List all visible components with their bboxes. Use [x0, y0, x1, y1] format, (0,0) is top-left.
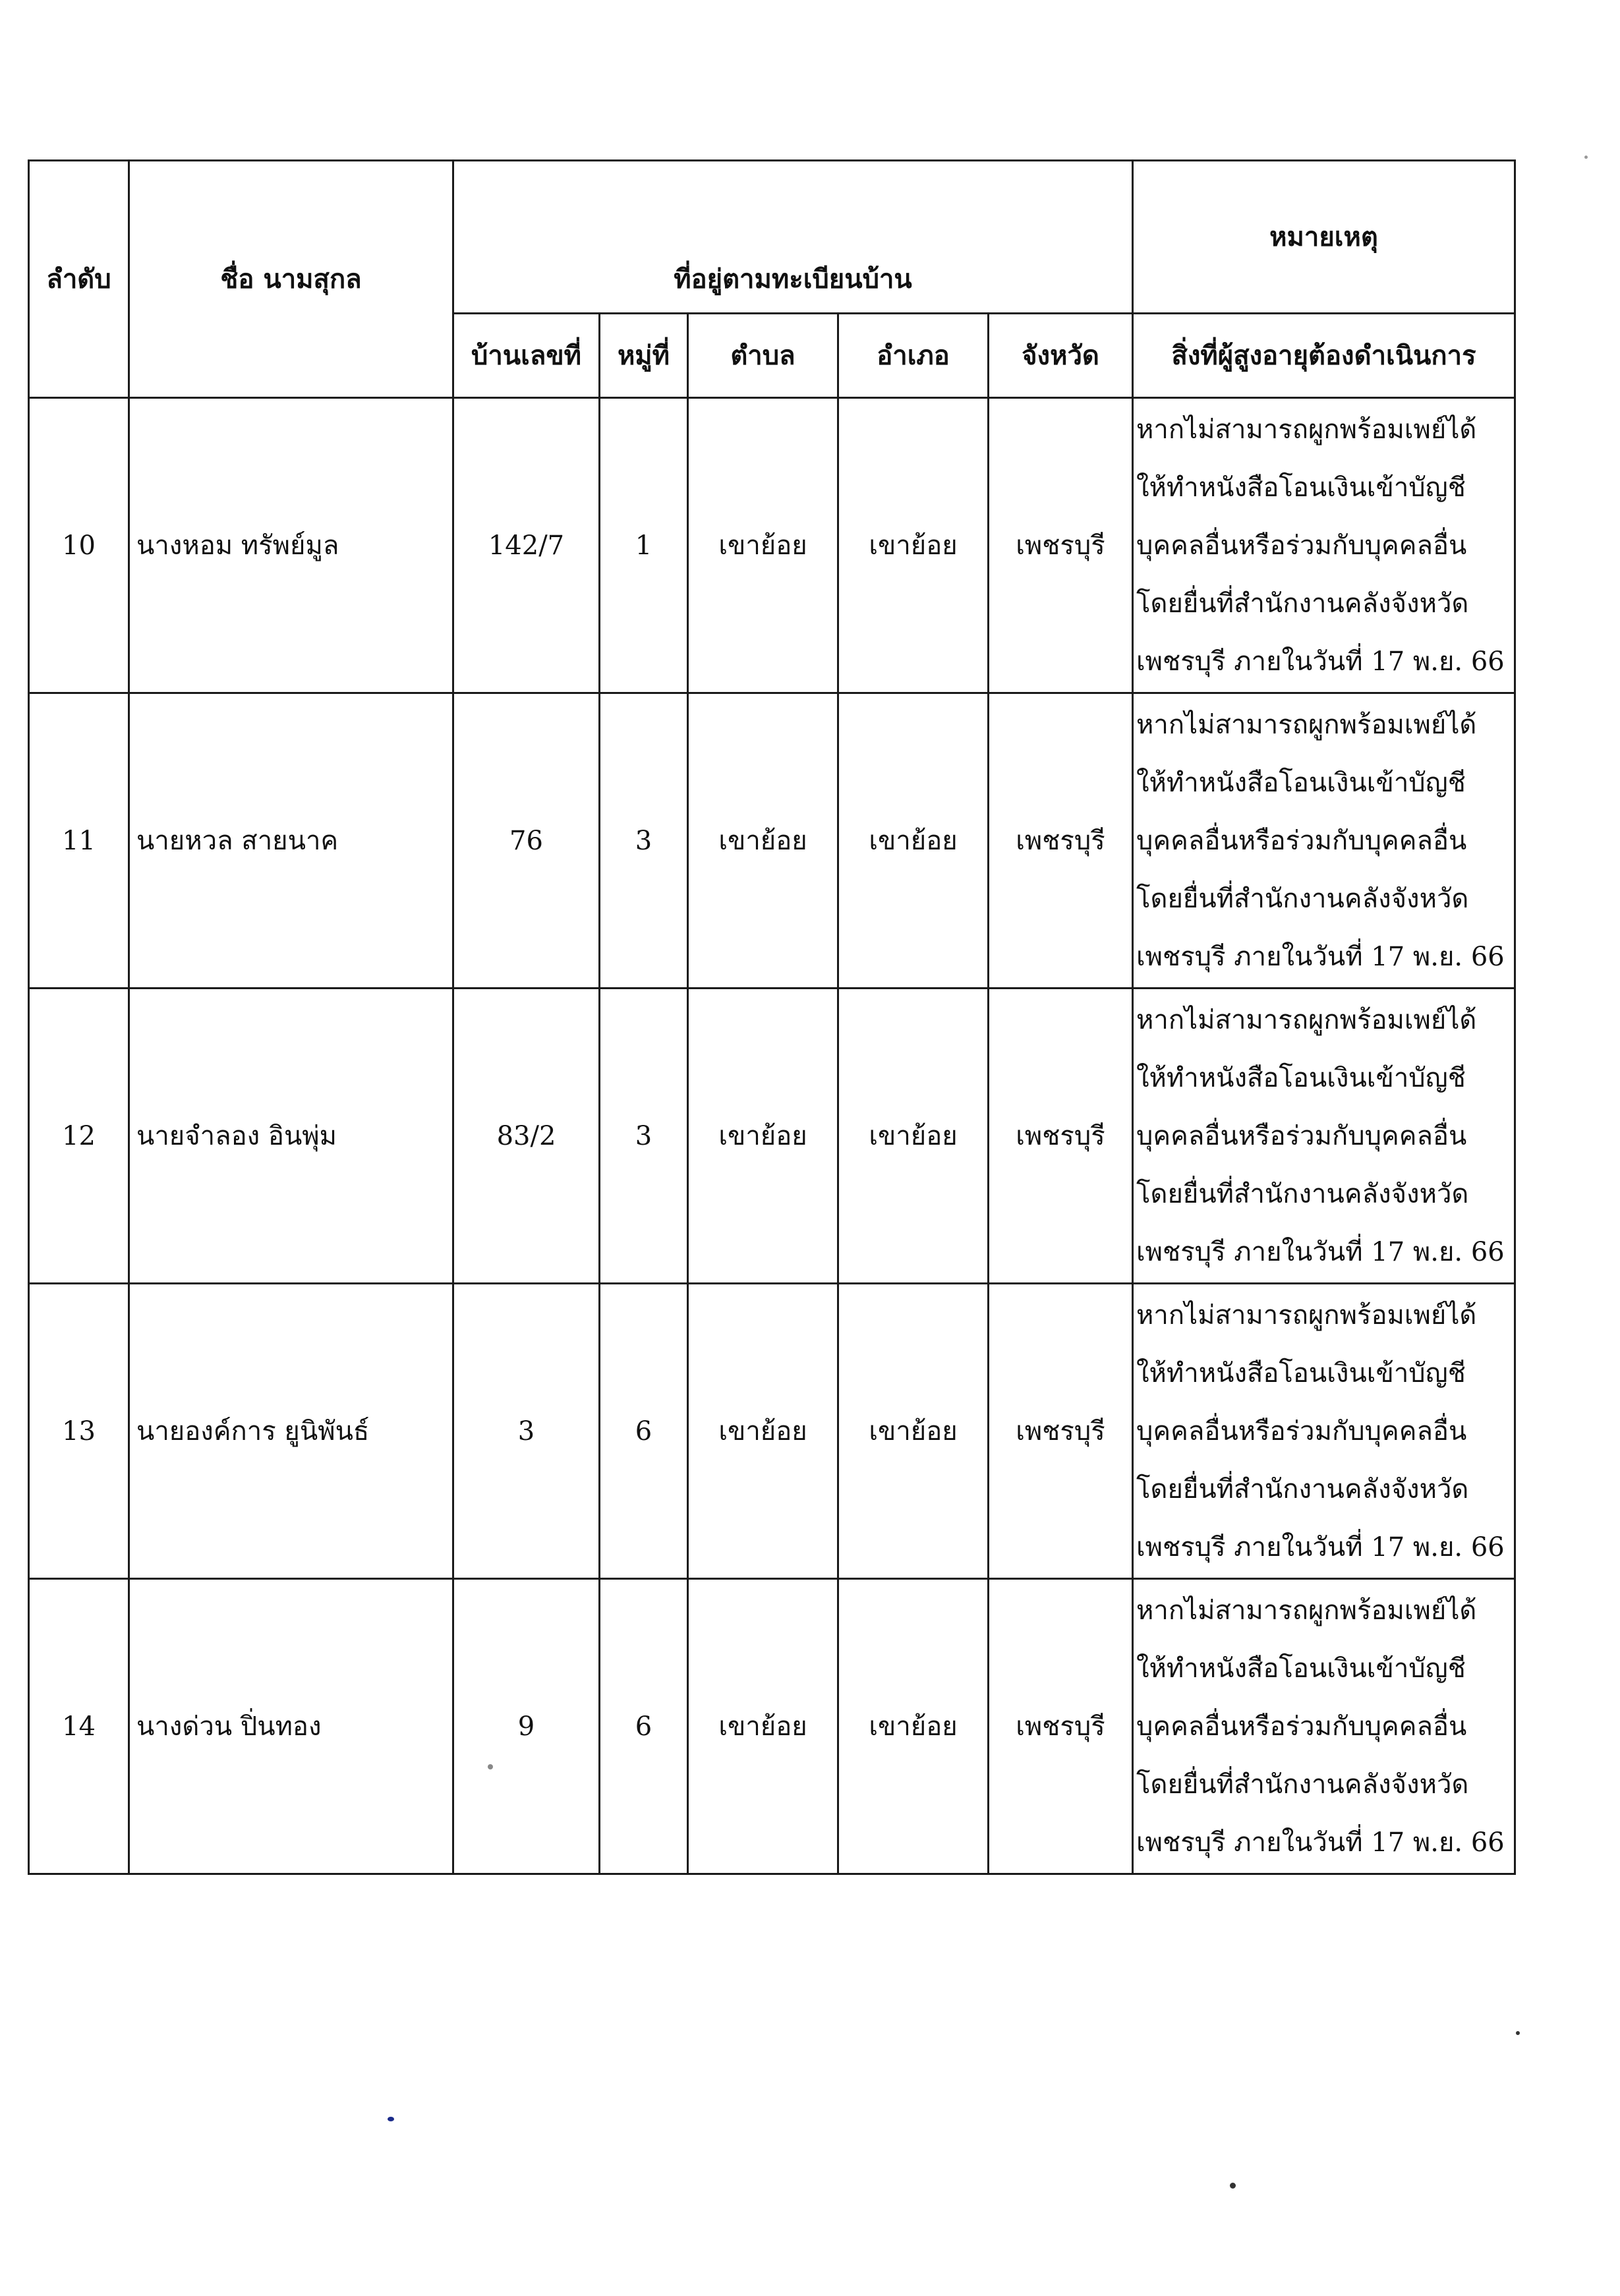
scan-speck: [388, 2117, 394, 2121]
remark-line: บุคคลอื่นหรือร่วมกับบุคคลอื่น: [1136, 1120, 1467, 1151]
row-name: นางด่วน ปิ่นทอง: [129, 1579, 453, 1874]
remark-line: โดยยื่นที่สำนักงานคลังจังหวัด: [1136, 588, 1469, 619]
header-amphoe: อำเภอ: [838, 314, 989, 398]
remark-line: ให้ทำหนังสือโอนเงินเข้าบัญชี: [1136, 1062, 1466, 1093]
row-tambon: เขาย้อย: [688, 693, 838, 989]
header-address-group: ที่อยู่ตามทะเบียนบ้าน: [453, 161, 1133, 314]
header-tambon: ตำบล: [688, 314, 838, 398]
row-no: 13: [29, 1284, 129, 1579]
elderly-list-table: [28, 159, 1516, 1875]
header-name: ชื่อ นามสุกล: [129, 161, 453, 398]
row-remark: [1133, 1579, 1515, 1874]
row-province: เพชรบุรี: [989, 398, 1133, 693]
scan-speck: [1230, 2183, 1236, 2189]
row-house-no: 142/7: [453, 398, 600, 693]
row-moo: 3: [600, 693, 688, 989]
row-moo: 3: [600, 989, 688, 1284]
row-tambon: เขาย้อย: [688, 1284, 838, 1579]
header-province: จังหวัด: [989, 314, 1133, 398]
header-remark-group: หมายเหตุ: [1133, 161, 1515, 314]
row-amphoe: เขาย้อย: [838, 398, 989, 693]
remark-line: หากไม่สามารถผูกพร้อมเพย์ได้: [1136, 709, 1477, 740]
remark-line: บุคคลอื่นหรือร่วมกับบุคคลอื่น: [1136, 1416, 1467, 1447]
row-remark: [1133, 1284, 1515, 1579]
remark-line: เพชรบุรี ภายในวันที่ 17 พ.ย. 66: [1136, 1532, 1505, 1563]
row-tambon: เขาย้อย: [688, 1579, 838, 1874]
row-name: นายหวล สายนาค: [129, 693, 453, 989]
row-remark: [1133, 989, 1515, 1284]
row-remark: [1133, 693, 1515, 989]
remark-line: เพชรบุรี ภายในวันที่ 17 พ.ย. 66: [1136, 1827, 1505, 1858]
remark-line: บุคคลอื่นหรือร่วมกับบุคคลอื่น: [1136, 1711, 1467, 1742]
row-house-no: 83/2: [453, 989, 600, 1284]
row-amphoe: เขาย้อย: [838, 989, 989, 1284]
row-moo: 6: [600, 1579, 688, 1874]
row-no: 11: [29, 693, 129, 989]
remark-line: เพชรบุรี ภายในวันที่ 17 พ.ย. 66: [1136, 941, 1505, 972]
remark-line: โดยยื่นที่สำนักงานคลังจังหวัด: [1136, 1474, 1469, 1505]
remark-line: หากไม่สามารถผูกพร้อมเพย์ได้: [1136, 1300, 1477, 1331]
remark-line: บุคคลอื่นหรือร่วมกับบุคคลอื่น: [1136, 825, 1467, 856]
row-amphoe: เขาย้อย: [838, 1579, 989, 1874]
row-province: เพชรบุรี: [989, 1579, 1133, 1874]
remark-line: ให้ทำหนังสือโอนเงินเข้าบัญชี: [1136, 767, 1466, 798]
table-row: [29, 1579, 1515, 1874]
remark-line: ให้ทำหนังสือโอนเงินเข้าบัญชี: [1136, 1358, 1466, 1389]
row-house-no: 76: [453, 693, 600, 989]
remark-line: หากไม่สามารถผูกพร้อมเพย์ได้: [1136, 414, 1477, 445]
remark-line: ให้ทำหนังสือโอนเงินเข้าบัญชี: [1136, 472, 1466, 503]
header-moo: หมู่ที่: [600, 314, 688, 398]
remark-line: หากไม่สามารถผูกพร้อมเพย์ได้: [1136, 1004, 1477, 1035]
table-row: [29, 989, 1515, 1284]
remark-line: บุคคลอื่นหรือร่วมกับบุคคลอื่น: [1136, 530, 1467, 561]
row-province: เพชรบุรี: [989, 1284, 1133, 1579]
row-house-no: 3: [453, 1284, 600, 1579]
row-house-no: 9: [453, 1579, 600, 1874]
scan-speck: [1584, 156, 1588, 159]
row-tambon: เขาย้อย: [688, 398, 838, 693]
row-moo: 6: [600, 1284, 688, 1579]
row-tambon: เขาย้อย: [688, 989, 838, 1284]
row-no: 14: [29, 1579, 129, 1874]
remark-line: ให้ทำหนังสือโอนเงินเข้าบัญชี: [1136, 1653, 1466, 1684]
row-no: 10: [29, 398, 129, 693]
row-name: นายจำลอง อินพุ่ม: [129, 989, 453, 1284]
row-amphoe: เขาย้อย: [838, 1284, 989, 1579]
row-name: นางหอม ทรัพย์มูล: [129, 398, 453, 693]
table-row: [29, 693, 1515, 989]
header-house-no: บ้านเลขที่: [453, 314, 600, 398]
remark-line: หากไม่สามารถผูกพร้อมเพย์ได้: [1136, 1595, 1477, 1626]
row-no: 12: [29, 989, 129, 1284]
remark-line: โดยยื่นที่สำนักงานคลังจังหวัด: [1136, 883, 1469, 914]
table-row: [29, 1284, 1515, 1579]
row-province: เพชรบุรี: [989, 693, 1133, 989]
row-amphoe: เขาย้อย: [838, 693, 989, 989]
remark-line: เพชรบุรี ภายในวันที่ 17 พ.ย. 66: [1136, 646, 1505, 677]
table-row: [29, 398, 1515, 693]
row-moo: 1: [600, 398, 688, 693]
row-remark: [1133, 398, 1515, 693]
header-action: สิ่งที่ผู้สูงอายุต้องดำเนินการ: [1133, 314, 1515, 398]
header-no: ลำดับ: [29, 161, 129, 398]
remark-line: โดยยื่นที่สำนักงานคลังจังหวัด: [1136, 1769, 1469, 1800]
remark-line: เพชรบุรี ภายในวันที่ 17 พ.ย. 66: [1136, 1236, 1505, 1267]
scan-speck: [1516, 2031, 1520, 2035]
scan-speck: [488, 1764, 493, 1769]
header-row-top: [29, 161, 1515, 314]
remark-line: โดยยื่นที่สำนักงานคลังจังหวัด: [1136, 1178, 1469, 1209]
row-province: เพชรบุรี: [989, 989, 1133, 1284]
row-name: นายองค์การ ยูนิพันธ์: [129, 1284, 453, 1579]
